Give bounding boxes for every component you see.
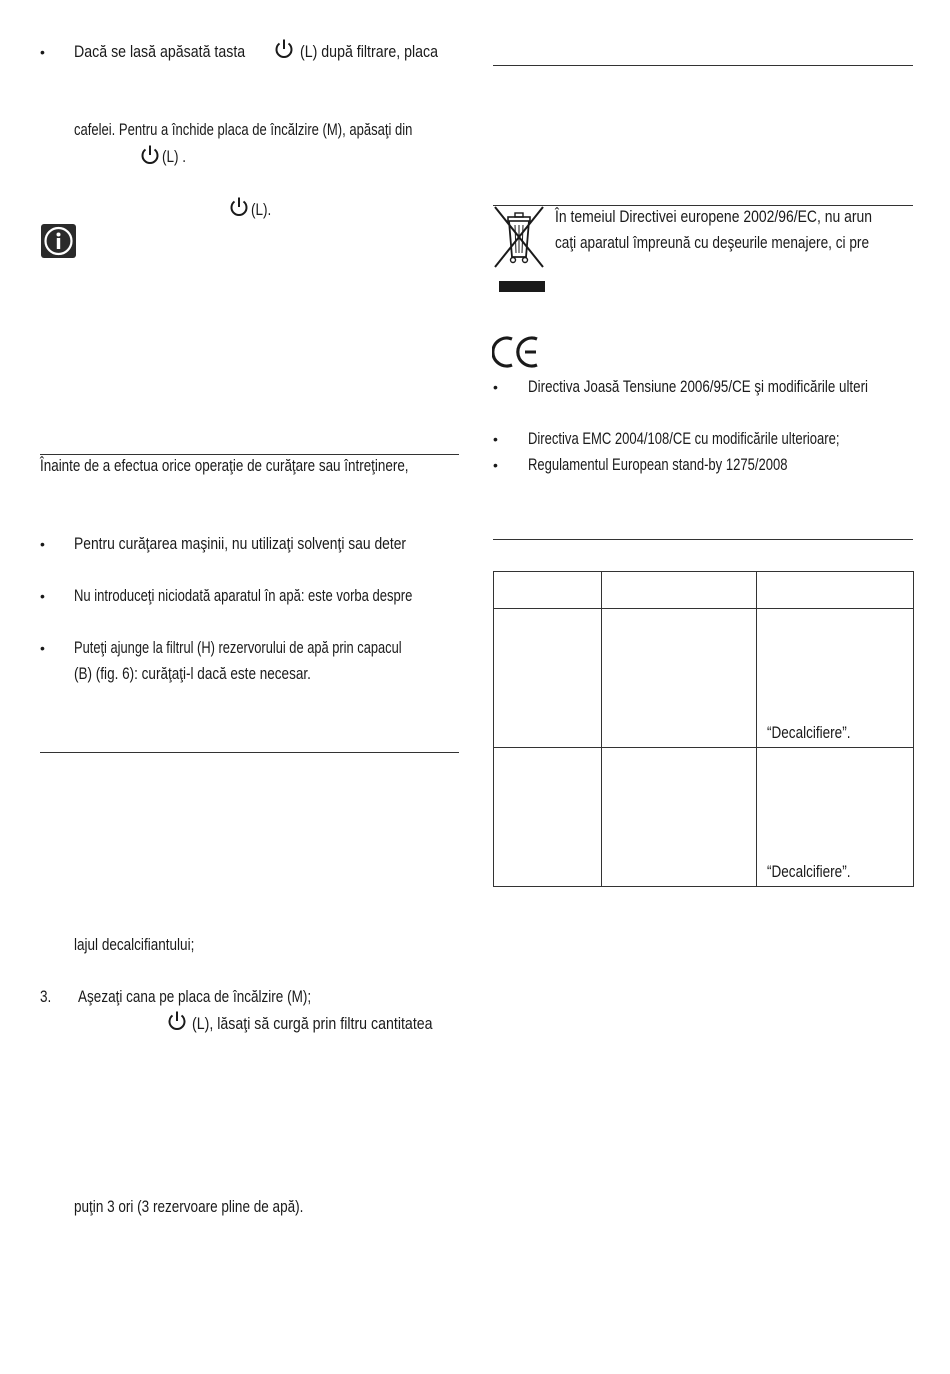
section-divider [493,65,913,66]
cell-text: “Decalcifiere”. [767,863,851,881]
table-cell [757,748,914,887]
list-item: Puteţi ajunge la filtrul (H) rezervorului de apă prin capacul [74,639,402,657]
bullet: • [493,379,498,395]
table-header-row [494,572,914,609]
table-cell [494,748,602,887]
bullet: • [493,457,498,473]
list-item: Pentru curăţarea maşinii, nu utilizaţi solvenţi sau deter [74,535,407,553]
list-item: Regulamentul European stand-by 1275/2008 [528,456,788,474]
bullet: • [40,536,45,552]
table-cell [757,609,914,748]
section-divider [493,205,913,206]
paragraph-line: (L) după filtrare, placa [300,43,439,61]
troubleshooting-table [493,571,914,887]
table-cell [602,609,757,748]
bullet: • [40,588,45,604]
list-item: Nu introduceţi niciodată aparatul în apă: este vorba despre [74,587,413,605]
cell-text: “Decalcifiere”. [767,724,851,742]
power-icon [139,144,161,166]
paragraph-line: caţi aparatul împreună cu deşeurile menajere, ci pre [555,234,870,252]
list-item: Directiva EMC 2004/108/CE cu modificările ulterioare; [528,430,840,448]
power-icon [166,1010,188,1032]
table-cell [494,572,602,609]
paragraph-line: (L) . [162,148,187,166]
step-number: 3. [40,988,52,1006]
paragraph-line: Dacă se lasă apăsată tasta [74,43,246,61]
section-divider [493,539,913,540]
paragraph-line: lajul decalcifiantului; [74,936,195,954]
bullet: • [40,44,45,60]
bullet: • [493,431,498,447]
ce-mark-icon [492,335,540,369]
power-icon [273,38,295,60]
paragraph-line: În temeiul Directivei europene 2002/96/EC, nu arun [555,208,873,226]
info-icon [41,224,76,258]
paragraph-line: puţin 3 ori (3 rezervoare pline de apă). [74,1198,304,1216]
crossed-bin-icon [491,203,547,295]
paragraph-line: Înainte de a efectua orice operaţie de curăţare sau întreţinere, [40,457,409,475]
table-row [494,609,914,748]
paragraph-line: Aşezaţi cana pe placa de încălzire (M); [78,988,312,1006]
paragraph-line: (L). [251,201,272,219]
paragraph-line: cafelei. Pentru a închide placa de încălzire (M), apăsaţi din [74,121,413,139]
table-cell [602,748,757,887]
list-item: (B) (fig. 6): curăţaţi-l dacă este necesar. [74,665,311,683]
table-cell [494,609,602,748]
list-item: Directiva Joasă Tensiune 2006/95/CE şi modificările ulteri [528,378,868,396]
power-icon [228,196,250,218]
section-divider [40,752,459,753]
table-cell [757,572,914,609]
bullet: • [40,640,45,656]
paragraph-line: (L), lăsaţi să curgă prin filtru cantitatea [192,1015,433,1033]
section-divider [40,454,459,455]
table-row [494,748,914,887]
table-cell [602,572,757,609]
